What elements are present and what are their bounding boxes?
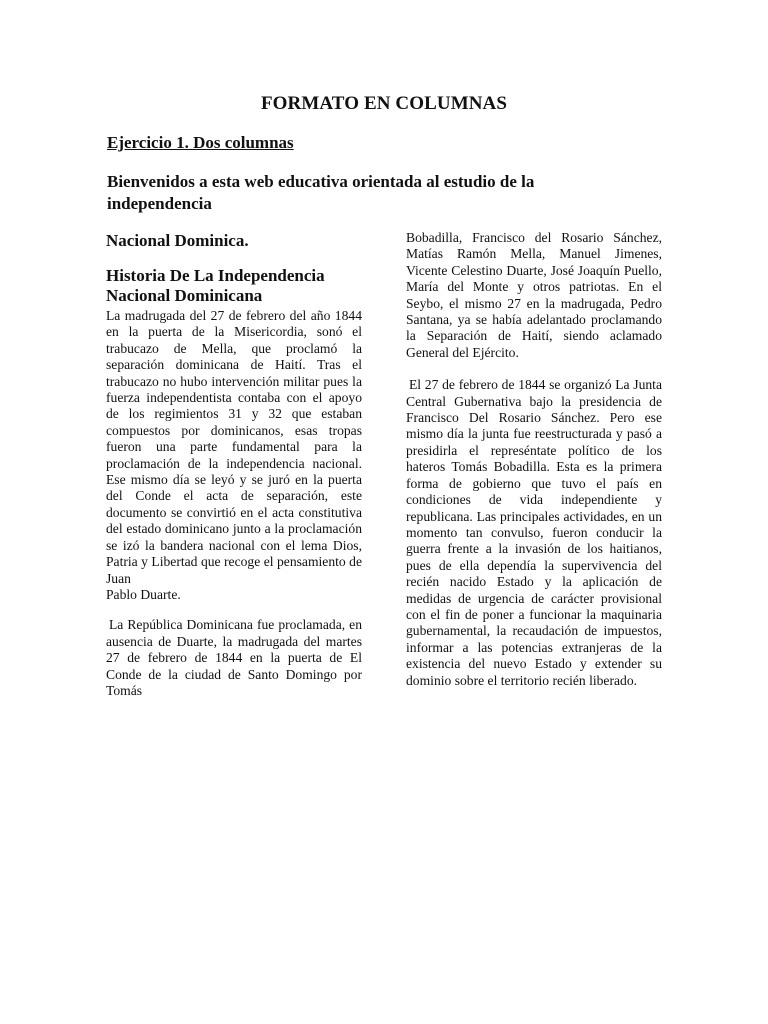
proclamation-paragraph: La República Dominicana fue proclamada, en ausencia de Duarte, la madrugada del martes 27 de febrero de 1844 en la puerta de El Conde de la ciudad de Santo Domingo por Tomás [106, 617, 362, 698]
document-title: FORMATO EN COLUMNAS [260, 93, 508, 114]
junta-paragraph: El 27 de febrero de 1844 se organizó La Junta Central Gubernativa bajo la presidencia de Francisco Del Rosario Sánchez. Pero ese mismo día la junta fue reestructurada y pasó a presidirla el represéntate político de los hateros Tomás Bobadilla. Esta es la primera forma de gobierno que tuvo el país en condiciones de vida independiente y republicana. Las principales actividades, en un momento tan convulso, fueron conducir la guerra frente a la invasión de los haitianos, pues de ella dependía la supervivencia del recién nacido Estado y la aplicación de medidas de urgencia de carácter provisional con el fin de poner a funcionar la maquinaria gubernamental, la recaudación de impuestos, informar a las potencias extranjeras de la existencia del nuevo Estado y extender su dominio sobre el territorio recién liberado. [406, 377, 662, 688]
history-paragraph-end: Pablo Duarte. [106, 586, 181, 602]
history-paragraph: La madrugada del 27 de febrero del año 1844 en la puerta de la Misericordia, sonó el trabucazo de Mella, que proclamó la separación dominicana de Haití. Tras el trabucazo no hubo intervención militar pues la fuerza independentista contaba con el apoyo de los regimientos 31 y 32 que estaban compuestos por dominicanos, esas tropas fueron una parte fundamental para la proclamación de la independencia nacional. Ese mismo día se leyó y se juró en la puerta del Conde el acta de separación, este documento se convirtió en el acta constitutiva del estado dominicano junto a la proclamación se izó la bandera nacional con el lema Dios, Patria y Libertad que recoge el pensamiento de Juan [106, 308, 362, 586]
welcome-heading: Bienvenidos a esta web educativa orientada al estudio de la independencia [107, 172, 535, 213]
right-column [406, 230, 662, 689]
exercise-heading: Ejercicio 1. Dos columnas [107, 133, 294, 152]
left-column [106, 230, 362, 699]
nacional-heading: Nacional Dominica. [106, 231, 249, 250]
patriots-paragraph: Bobadilla, Francisco del Rosario Sánchez, Matías Ramón Mella, Manuel Jimenes, Vicente Celestino Duarte, José Joaquín Puello, María del Monte y otros patriotas. En el Seybo, el mismo 27 en la madrugada, Pedro Santana, ya se había adelantado proclamando la Separación de Haití, siendo aclamado General del Ejército. [406, 230, 662, 360]
history-heading: Historia De La Independencia Nacional Dominicana [106, 266, 325, 305]
